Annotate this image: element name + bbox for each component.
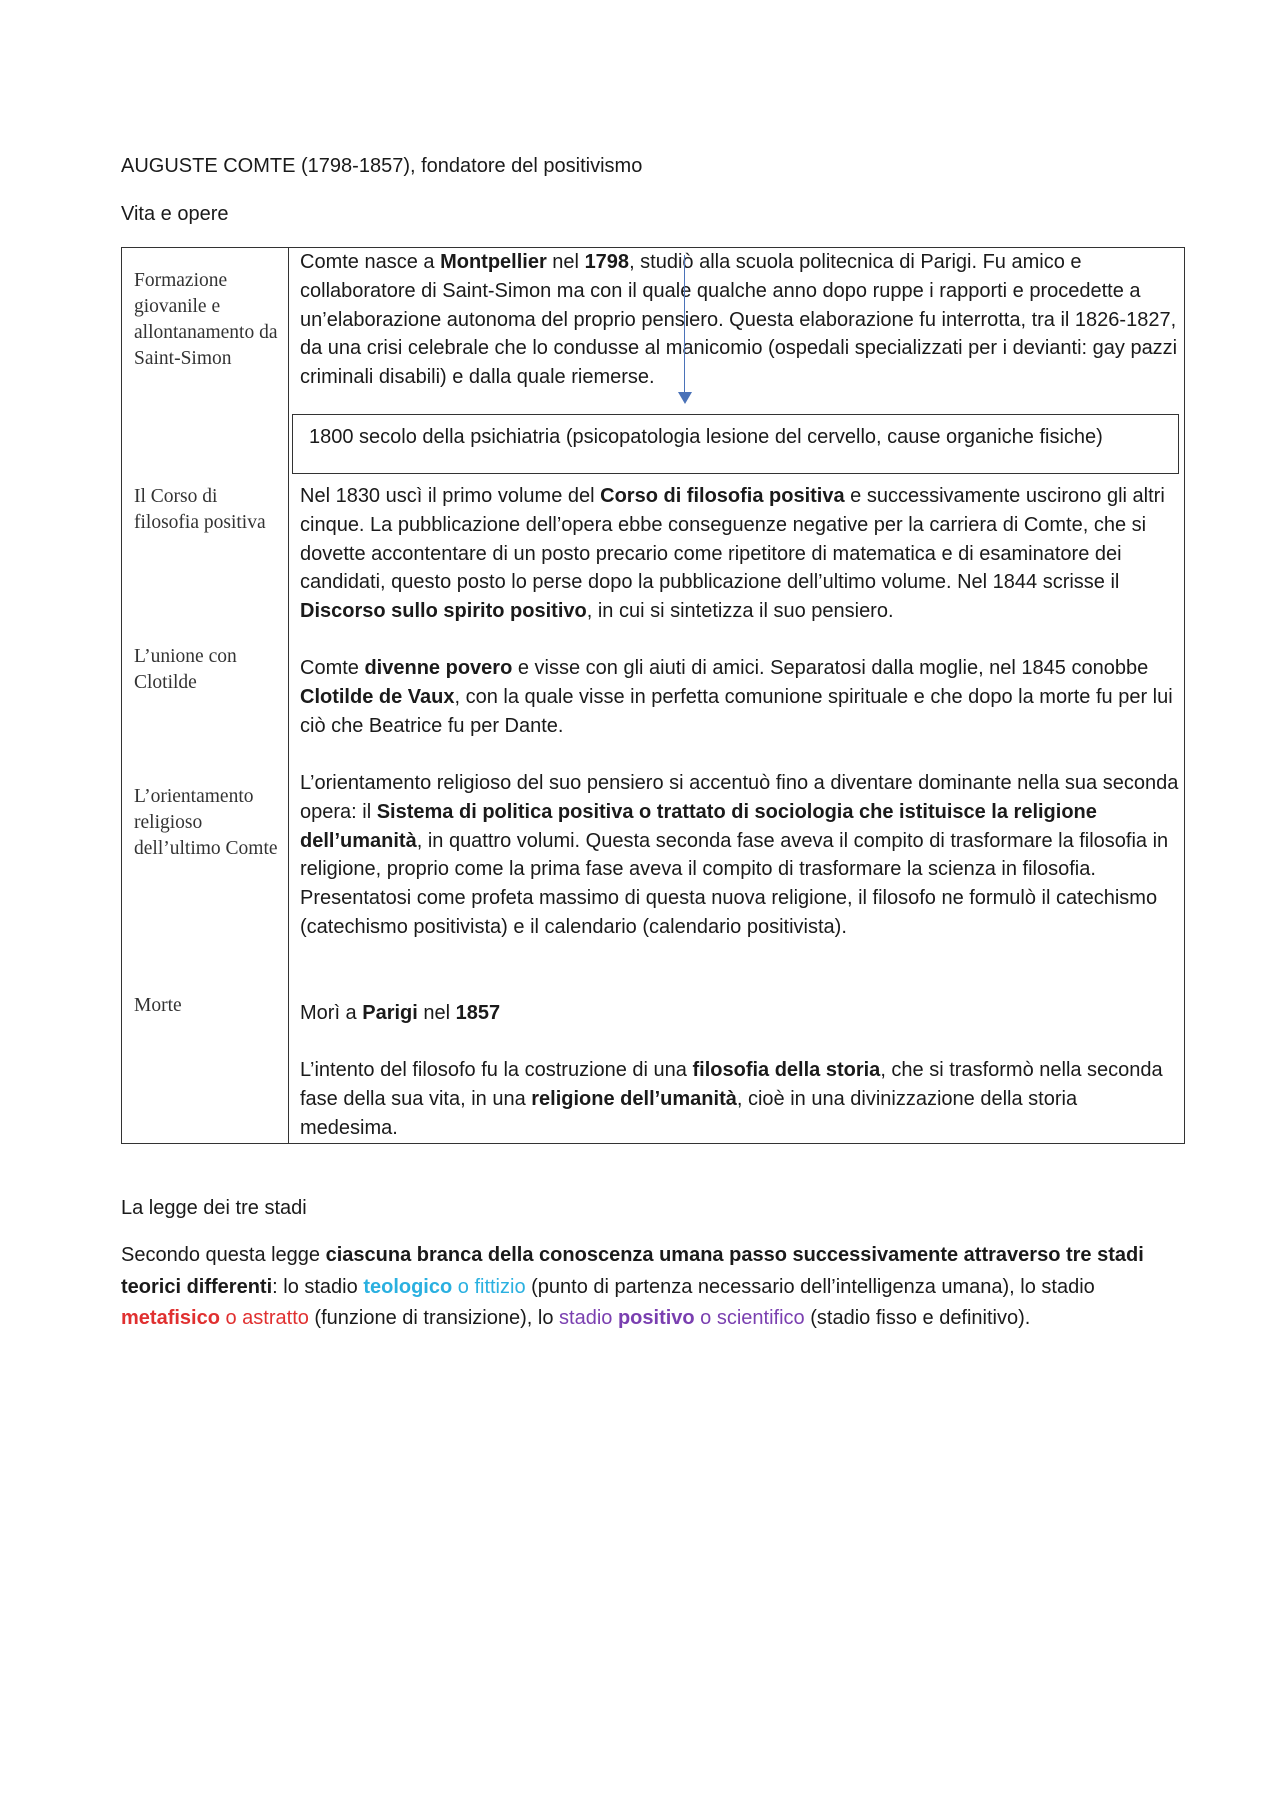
label-formazione: Formazione giovanile e allontanamento da Saint-Simon [134,270,278,369]
section-title-legge: La legge dei tre stadi [121,1197,307,1219]
biography-table [121,247,1185,1144]
cell-formazione: Comte nasce a Montpellier nel 1798, studiò alla scuola politecnica di Parigi. Fu amico e collaboratore di Saint-Simon ma con il quale qualche anno dopo ruppe i rapporti e procedette a un’elaborazione autonoma del proprio pensiero. Questa elaborazione fu interrotta, tra il 1826-1827, da una crisi celebrale che lo condusse al manicomio (ospedali specializzati per i devianti: gay pazzi criminali disabili) e dalla quale riemerse. [300,251,1178,389]
law-paragraph: Secondo questa legge ciascuna branca della conoscenza umana passo successivamente attraverso tre stadi teorici differenti: lo stadio teologico o fittizio (punto di partenza necessario dell’intelligenza umana), lo stadio metafisico o astratto (funzione di transizione), lo stadio positivo o scientifico (stadio fisso e definitivo). [121,1244,1144,1329]
psychiatry-note-box: 1800 secolo della psichiatria (psicopatologia lesione del cervello, cause organiche fisiche) [292,414,1179,474]
arrow-down-icon [678,392,692,404]
label-morte: Morte [134,995,182,1016]
cell-intento: L’intento del filosofo fu la costruzione di una filosofia della storia, che si trasformò nella seconda fase della sua vita, in una religione dell’umanità, cioè in una divinizzazione della storia medesima. [300,1059,1163,1139]
cell-religioso: L’orientamento religioso del suo pensiero si accentuò fino a diventare dominante nella sua seconda opera: il Sistema di politica positiva o trattato di sociologia che istituisce la religione dell’umanità, in quattro volumi. Questa seconda fase aveva il compito di trasformare la filosofia in religione, proprio come la prima fase aveva il compito di trasformare la scienza in filosofia. Presentatosi come profeta massimo di questa nuova religione, il filosofo ne formulò il catechismo (catechismo positivista) e il calendario (calendario positivista). [300,772,1179,938]
section-subtitle: Vita e opere [121,203,229,225]
label-clotilde: L’unione con Clotilde [134,646,237,693]
label-religioso: L’orientamento religioso dell’ultimo Comte [134,786,278,859]
column-divider [288,248,289,1143]
page-title: AUGUSTE COMTE (1798-1857), fondatore del positivismo [121,155,643,177]
arrow-line [684,255,685,392]
cell-clotilde: Comte divenne povero e visse con gli aiuti di amici. Separatosi dalla moglie, nel 1845 conobbe Clotilde de Vaux, con la quale visse in perfetta comunione spirituale e che dopo la morte fu per lui ciò che Beatrice fu per Dante. [300,657,1173,737]
label-corso: Il Corso di filosofia positiva [134,486,266,533]
cell-corso: Nel 1830 uscì il primo volume del Corso di filosofia positiva e successivamente uscirono gli altri cinque. La pubblicazione dell’opera ebbe conseguenze negative per la carriera di Comte, che si dovette accontentare di un posto precario come ripetitore di matematica e di esaminatore dei candidati, questo posto lo perse dopo la pubblicazione dell’ultimo volume. Nel 1844 scrisse il Discorso sullo spirito positivo, in cui si sintetizza il suo pensiero. [300,485,1165,623]
cell-morte: Morì a Parigi nel 1857 [300,1002,501,1024]
